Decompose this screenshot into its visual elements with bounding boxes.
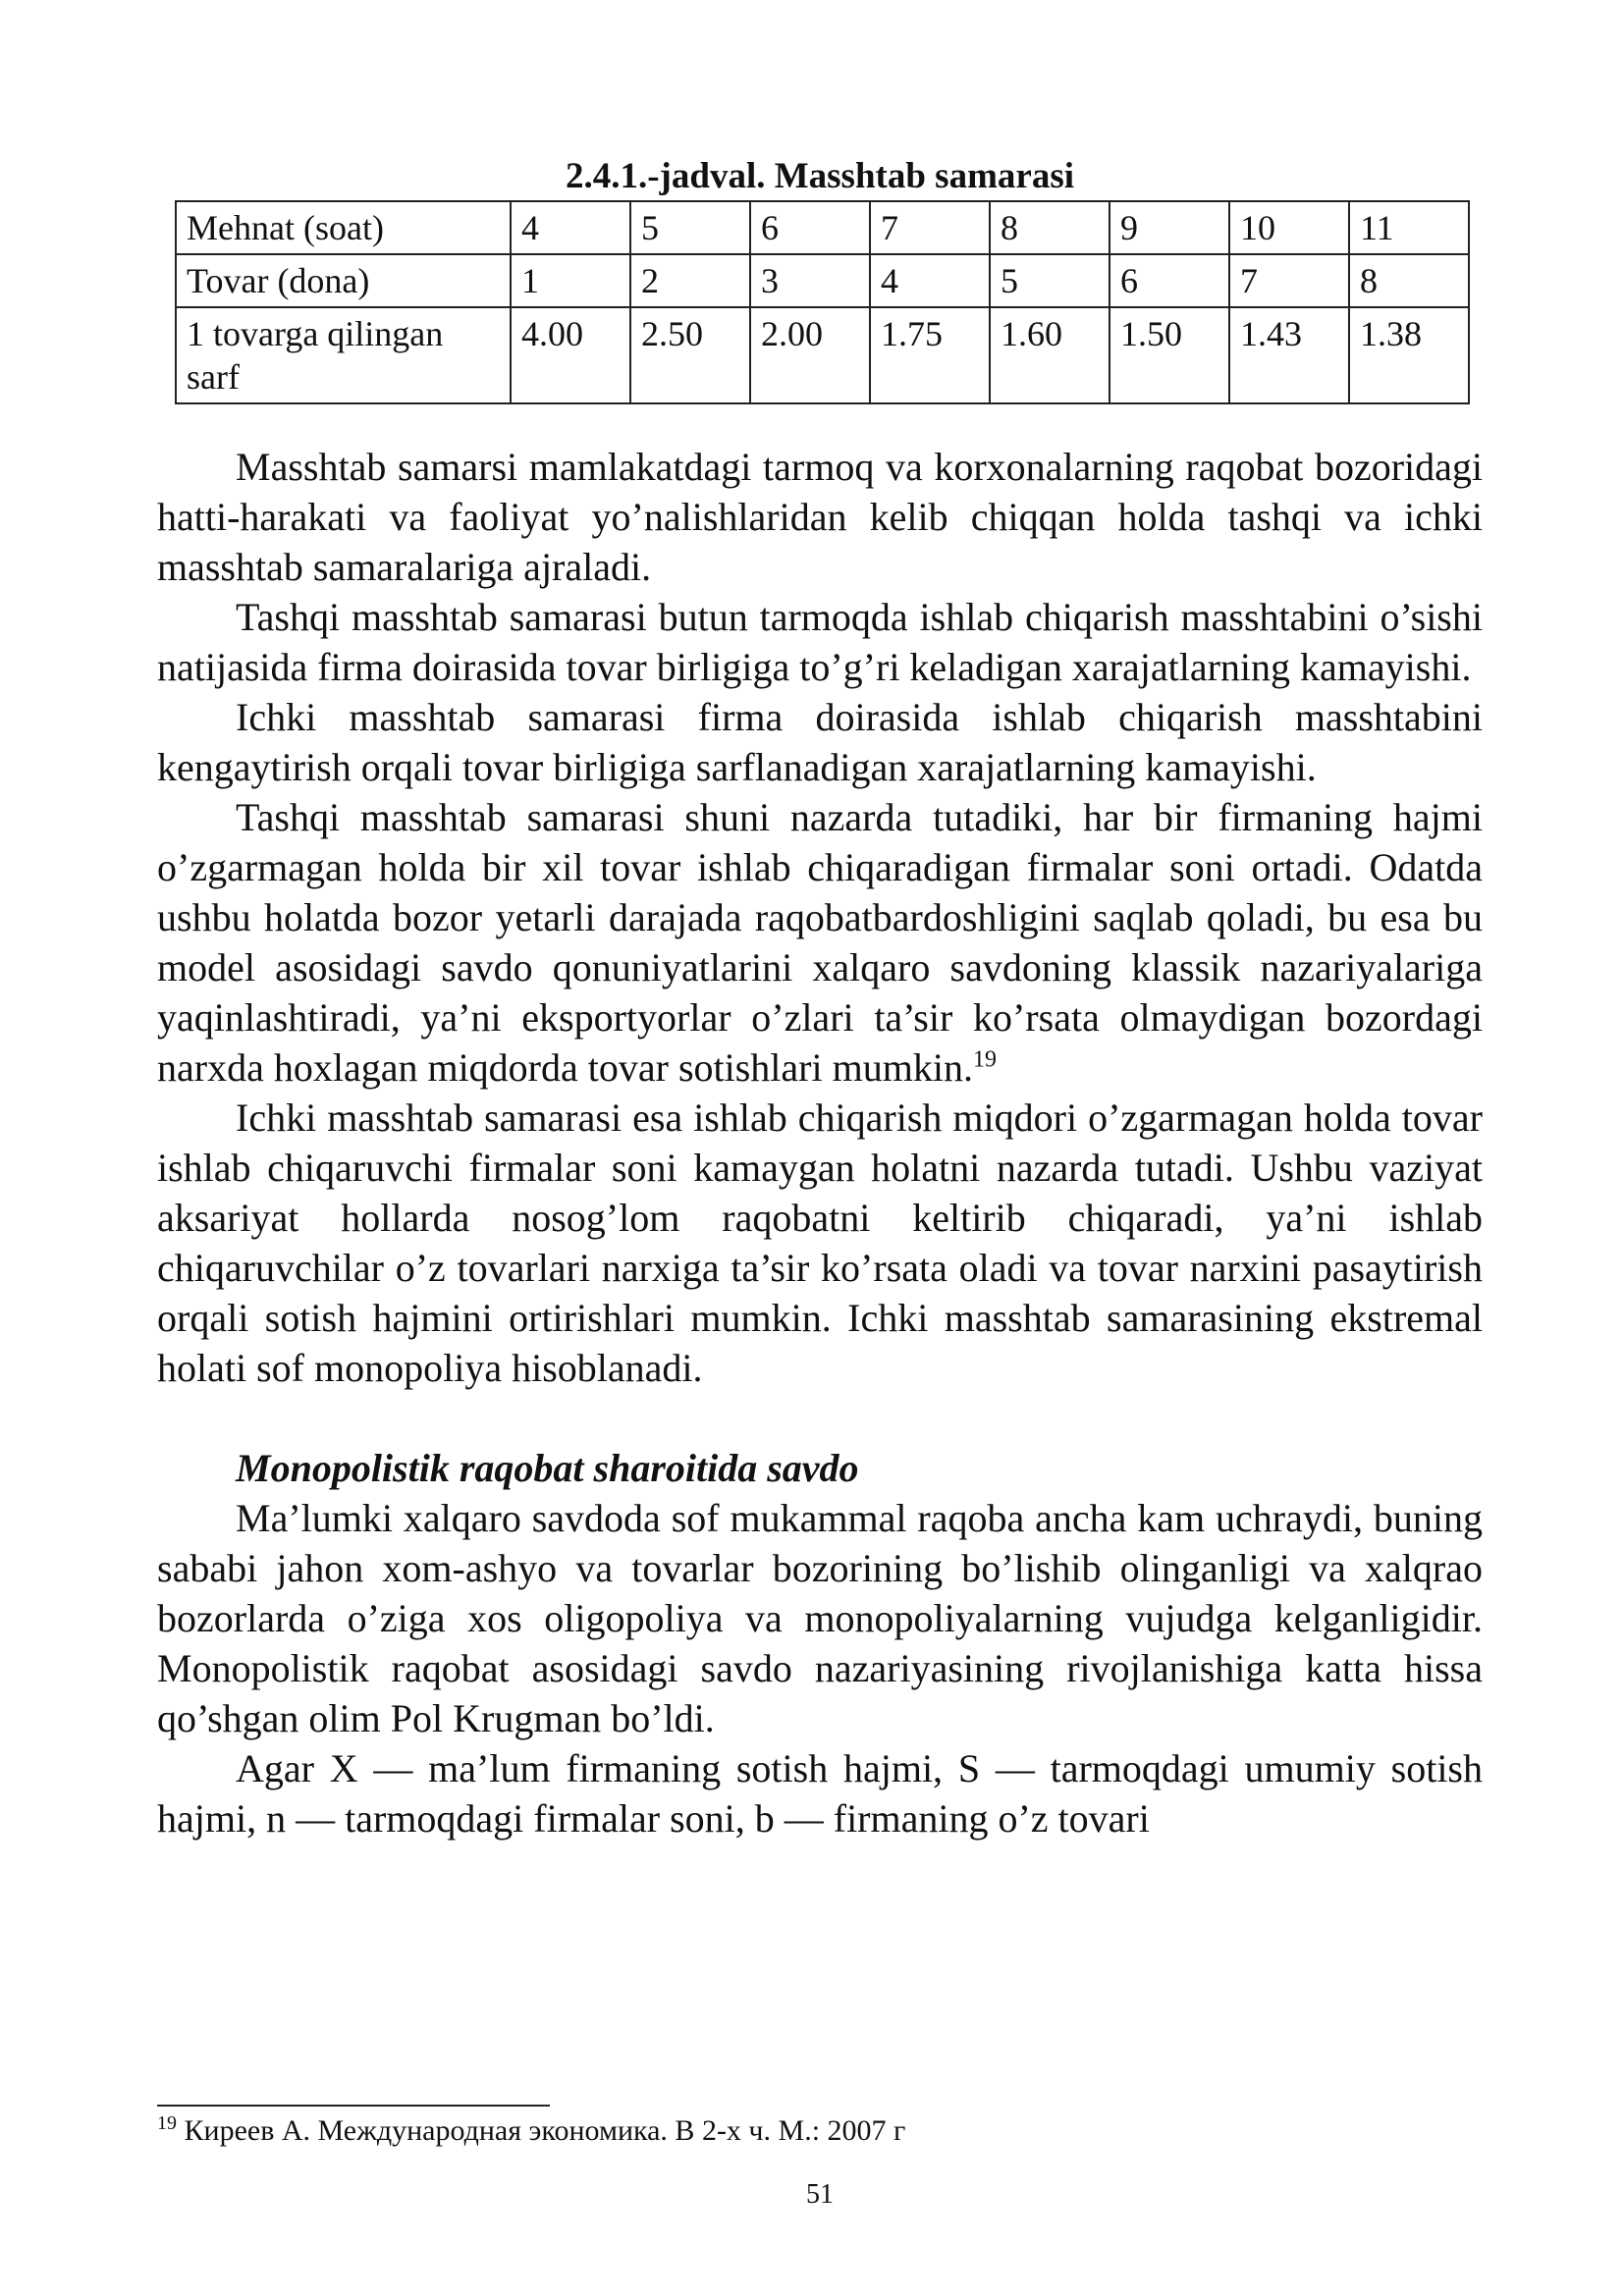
footnote-reference[interactable]: 19 [972,1046,997,1073]
paragraph: Tashqi masshtab samarasi butun tarmoqda ishlab chiqarish masshtabini o’sishi natijasida firma doirasida tovar birligiga to’g’ri keladigan xarajatlarning kamayishi. [157,595,1483,689]
section-heading: Monopolistik raqobat sharoitida savdo [236,1446,859,1490]
table-cell: 7 [1229,254,1349,307]
paragraph: Ichki masshtab samarasi esa ishlab chiqarish miqdori o’zgarmagan holda tovar ishlab chiqaruvchi firmalar soni kamaygan holatni nazarda tutadi. Ushbu vaziyat aksariyat hollarda nosog’lom raqobatni keltirib chiqaradi, ya’ni ishlab chiqaruvchilar o’z tovarlari narxiga ta’sir ko’rsata oladi va tovar narxini pasaytirish orqali sotish hajmini ortirishlari mumkin. Ichki masshtab samarasining ekstremal holati sof monopoliya hisoblanadi. [157,1095,1483,1390]
scale-effect-table [175,200,1470,404]
footnote [157,2113,905,2149]
row-header: Mehnat (soat) [176,201,511,254]
table-cell: 2.50 [630,307,750,403]
table-caption: 2.4.1.-jadval. Masshtab samarasi [565,156,1075,196]
table-cell: 1 [511,254,630,307]
table-cell: 4 [870,254,990,307]
paragraph: Masshtab samarsi mamlakatdagi tarmoq va korxonalarning raqobat bozoridagi hatti-harakati va faoliyat yo’nalishlaridan kelib chiqqan holda tashqi va ichki masshtab samaralariga ajraladi. [157,445,1483,589]
table-cell: 2.00 [750,307,870,403]
table-row [176,307,1469,403]
paragraph: Agar X — ma’lum firmaning sotish hajmi, S — tarmoqdagi umumiy sotish hajmi, n — tarmoqdagi firmalar soni, b — firmaning o’z tovari [157,1746,1483,1841]
table-cell: 2 [630,254,750,307]
paragraph-text: Tashqi masshtab samarasi shuni nazarda tutadiki, har bir firmaning hajmi o’zgarmagan holda bir xil tovar ishlab chiqaradigan firmalar soni ortadi. Odatda ushbu holatda bozor yetarli darajada raqobatbardoshligini saqlab qoladi, bu esa bu model asosidagi savdo qonuniyatlarini xalqaro savdoning klassik nazariyalariga yaqinlashtiradi, ya’ni eksportyorlar o’zlari ta’sir ko’rsata olmaydigan bozordagi narxda hoxlagan miqdorda tovar sotishlari mumkin. [157,795,1483,1090]
table-cell: 7 [870,201,990,254]
table-cell: 4.00 [511,307,630,403]
table-cell: 1.43 [1229,307,1349,403]
table-cell: 1.38 [1349,307,1469,403]
table-cell: 1.50 [1110,307,1229,403]
table-cell: 6 [750,201,870,254]
table-row [176,254,1469,307]
table-cell: 5 [990,254,1110,307]
paragraph [157,792,1483,1093]
table-cell: 10 [1229,201,1349,254]
page-number: 51 [806,2179,834,2210]
table-cell: 6 [1110,254,1229,307]
footnote-number: 19 [157,2112,177,2134]
row-header: 1 tovarga qilingan sarf [176,307,511,403]
row-header: Tovar (dona) [176,254,511,307]
table-cell: 1.60 [990,307,1110,403]
table-cell: 8 [1349,254,1469,307]
table-cell: 5 [630,201,750,254]
body-text [157,442,1483,1843]
table-cell: 4 [511,201,630,254]
table-row [176,201,1469,254]
footnote-divider [157,2105,550,2107]
table-cell: 8 [990,201,1110,254]
table-cell: 9 [1110,201,1229,254]
table-cell: 3 [750,254,870,307]
paragraph: Ma’lumki xalqaro savdoda sof mukammal raqoba ancha kam uchraydi, buning sababi jahon xom-ashyo va tovarlar bozorining bo’lishib olinganligi va xalqrao bozorlarda o’ziga xos oligopoliya va monopoliyalarning vujudga kelganligidir. Monopolistik raqobat asosidagi savdo nazariyasining rivojlanishiga katta hissa qo’shgan olim Pol Krugman bo’ldi. [157,1496,1483,1740]
paragraph: Ichki masshtab samarasi firma doirasida ishlab chiqarish masshtabini kengaytirish orqali tovar birligiga sarflanadigan xarajatlarning kamayishi. [157,695,1483,789]
table-cell: 1.75 [870,307,990,403]
table-cell: 11 [1349,201,1469,254]
footnote-text: Киреев А. Международная экономика. В 2-х ч. М.: 2007 г [184,2114,906,2147]
